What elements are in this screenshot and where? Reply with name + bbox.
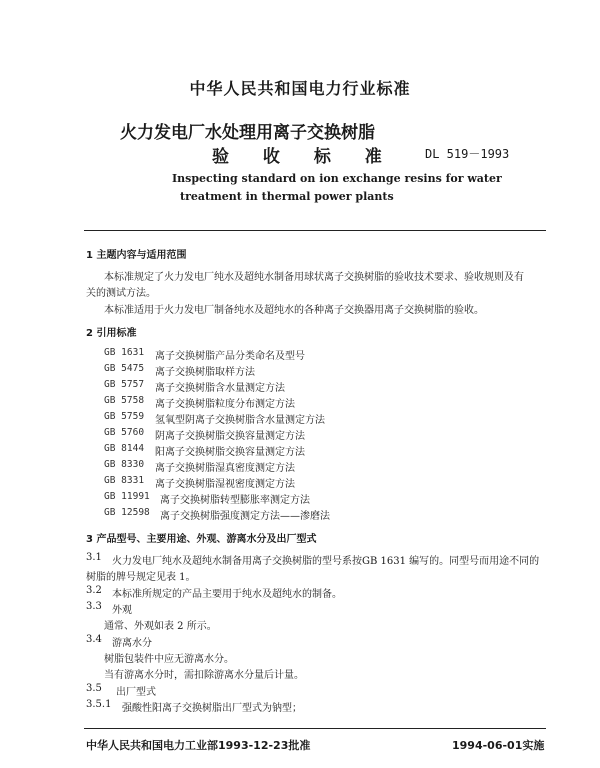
- clause-3-4-number: 3.4: [86, 634, 102, 645]
- english-title-line1: Inspecting standard on ion exchange resins for water: [172, 172, 502, 185]
- document-title: 火力发电厂水处理用离子交换树脂: [120, 123, 375, 143]
- reference-code: GB 8330: [104, 459, 145, 470]
- header-divider: [84, 230, 546, 231]
- section-1-para1-line2: 关的测试方法。: [86, 288, 156, 299]
- clause-3-5-1-number: 3.5.1: [86, 699, 112, 710]
- section-1-para1-line1: 本标准规定了火力发电厂纯水及超纯水制备用球状离子交换树脂的验收技术要求、验收规则及有: [104, 272, 524, 283]
- clause-3-5-1-text: 强酸性阳离子交换树脂出厂型式为钠型；: [122, 703, 302, 714]
- standard-code: DL 519－1993: [425, 147, 510, 161]
- clause-3-3-text: 通常、外观如表 2 所示。: [104, 621, 217, 632]
- clause-3-5-title: 出厂型式: [116, 687, 156, 698]
- clause-3-2-number: 3.2: [86, 585, 102, 596]
- reference-name: 氢氧型阴离子交换树脂含水量测定方法: [155, 415, 325, 426]
- reference-code: GB 11991: [104, 491, 150, 502]
- clause-3-4-title: 游离水分: [112, 638, 152, 649]
- section-3-heading: 3 产品型号、主要用途、外观、游离水分及出厂型式: [86, 534, 317, 545]
- reference-code: GB 1631: [104, 347, 145, 358]
- reference-name: 离子交换树脂强度测定方法——渗磨法: [160, 511, 330, 522]
- clause-3-3-number: 3.3: [86, 601, 102, 612]
- clause-3-5-number: 3.5: [86, 683, 102, 694]
- reference-code: GB 5757: [104, 379, 145, 390]
- reference-name: 阳离子交换树脂交换容量测定方法: [155, 447, 305, 458]
- clause-3-4-line1: 树脂包装件中应无游离水分。: [104, 654, 234, 665]
- section-1-heading: 1 主题内容与适用范围: [86, 250, 187, 261]
- clause-3-4-line2: 当有游离水分时，需扣除游离水分量后计量。: [104, 670, 304, 681]
- reference-name: 离子交换树脂湿视密度测定方法: [155, 479, 295, 490]
- reference-code: GB 8144: [104, 443, 145, 454]
- reference-code: GB 8331: [104, 475, 145, 486]
- reference-name: 离子交换树脂含水量测定方法: [155, 383, 285, 394]
- reference-code: GB 5758: [104, 395, 145, 406]
- reference-code: GB 5760: [104, 427, 145, 438]
- section-2-heading: 2 引用标准: [86, 328, 137, 339]
- clause-3-2-text: 本标准所规定的产品主要用于纯水及超纯水的制备。: [112, 589, 342, 600]
- clause-3-1-line2: 树脂的牌号规定见表 1。: [86, 572, 196, 583]
- effective-date: 1994-06-01实施: [452, 739, 545, 752]
- reference-name: 离子交换树脂粒度分布测定方法: [155, 399, 295, 410]
- reference-name: 离子交换树脂转型膨胀率测定方法: [160, 495, 310, 506]
- clause-3-1-line1: 火力发电厂纯水及超纯水制备用离子交换树脂的型号系按GB 1631 编写的。同型号而用途不同的: [112, 556, 540, 567]
- reference-code: GB 5759: [104, 411, 145, 422]
- reference-name: 阴离子交换树脂交换容量测定方法: [155, 431, 305, 442]
- reference-name: 离子交换树脂产品分类命名及型号: [155, 351, 305, 362]
- approval-date: 中华人民共和国电力工业部1993-12-23批准: [86, 739, 311, 752]
- english-title-line2: treatment in thermal power plants: [180, 190, 394, 203]
- clause-3-3-title: 外观: [112, 605, 132, 616]
- document-title-line2: 验 收 标 准: [212, 147, 396, 167]
- clause-3-1-number: 3.1: [86, 552, 102, 563]
- reference-code: GB 12598: [104, 507, 150, 518]
- reference-name: 离子交换树脂湿真密度测定方法: [155, 463, 295, 474]
- reference-code: GB 5475: [104, 363, 145, 374]
- footer-divider: [84, 728, 546, 729]
- issuing-body: 中华人民共和国电力行业标准: [189, 79, 411, 98]
- section-1-para2: 本标准适用于火力发电厂制备纯水及超纯水的各种离子交换器用离子交换树脂的验收。: [104, 305, 484, 316]
- reference-name: 离子交换树脂取样方法: [155, 367, 255, 378]
